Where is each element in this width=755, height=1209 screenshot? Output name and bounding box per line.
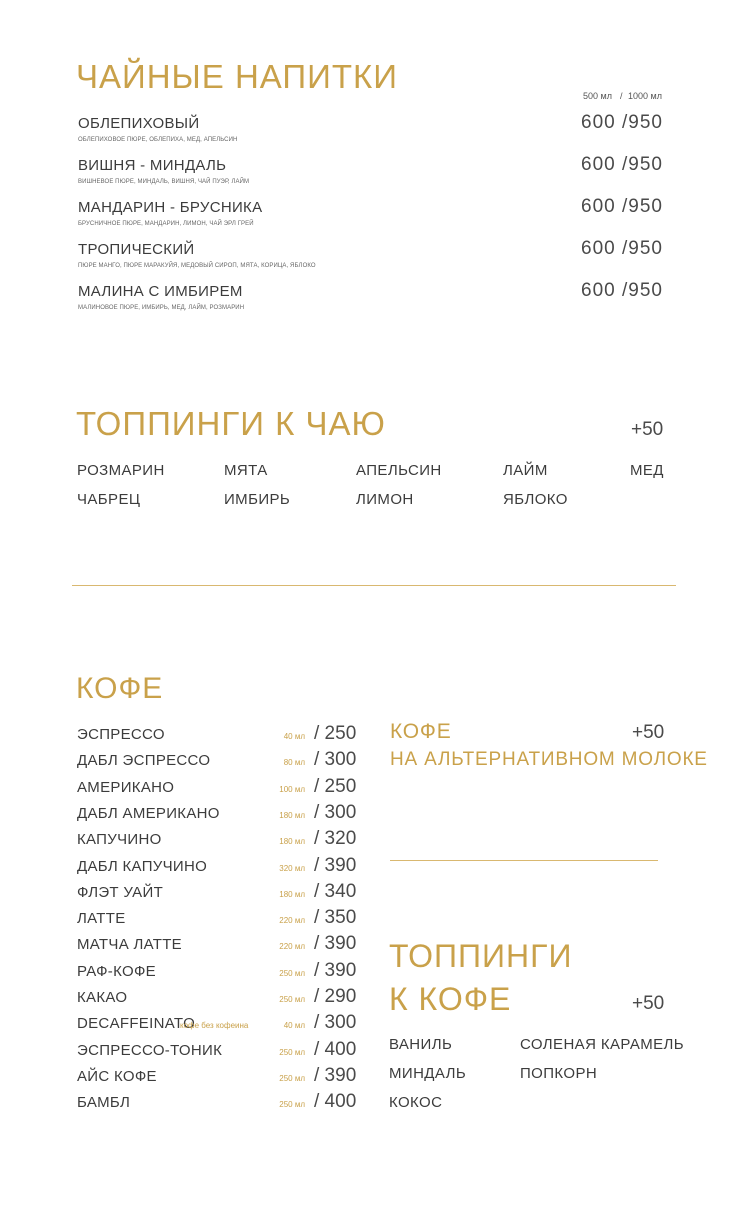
coffee-item-note: кофе без кофеина — [180, 1021, 249, 1031]
coffee-item-price: / 340 — [314, 880, 357, 902]
tea-topping-item: МЕД — [630, 462, 664, 479]
coffee-toppings-title: ТОППИНГИ — [389, 938, 573, 974]
coffee-item-volume: 40 мл — [283, 1021, 305, 1031]
tea-item-price: 600 /950 — [581, 238, 663, 259]
tea-item-name: ОБЛЕПИХОВЫЙ — [78, 115, 200, 132]
tea-item-name: МАНДАРИН - БРУСНИКА — [78, 199, 263, 216]
coffee-item-name: ДАБЛ ЭСПРЕССО — [77, 752, 211, 770]
tea-item-description: ОБЛЕПИХОВОЕ ПЮРЕ, ОБЛЕПИХА, МЕД, АПЕЛЬСИН — [78, 137, 238, 143]
coffee-item-volume: 250 мл — [279, 1100, 305, 1110]
coffee-item-volume: 100 мл — [279, 784, 305, 794]
tea-item-description: ПЮРЕ МАНГО, ПЮРЕ МАРАКУЙЯ, МЕДОВЫЙ СИРОП, МЯТА, КОРИЦА, ЯБЛОКО — [78, 263, 316, 269]
alt-milk-title: КОФЕ — [390, 720, 452, 743]
coffee-topping-item: ПОПКОРН — [520, 1065, 598, 1082]
coffee-item-volume: 250 мл — [279, 968, 305, 978]
coffee-item-price: / 250 — [314, 723, 357, 744]
coffee-item-price: / 300 — [314, 749, 357, 771]
coffee-toppings-price: +50 — [632, 993, 665, 1014]
coffee-item-name: КАКАО — [77, 989, 128, 1006]
volume-separator: / — [620, 91, 623, 101]
coffee-item-price: / 400 — [314, 1038, 357, 1060]
coffee-item-price: / 390 — [314, 854, 357, 876]
coffee-item-name: БАМБЛ — [77, 1094, 131, 1112]
coffee-item-name: РАФ-КОФЕ — [77, 962, 156, 980]
tea-topping-item: ЧАБРЕЦ — [77, 491, 141, 508]
tea-item-price: 600 /950 — [581, 196, 663, 217]
coffee-item-name: КАПУЧИНО — [77, 831, 162, 849]
tea-item-price: 600 /950 — [581, 154, 663, 175]
tea-item-name: МАЛИНА С ИМБИРЕМ — [78, 283, 243, 300]
coffee-item-volume: 40 мл — [283, 732, 305, 741]
tea-topping-item: ЛИМОН — [356, 491, 414, 508]
coffee-item-volume: 220 мл — [279, 942, 305, 952]
coffee-item-price: / 300 — [314, 1012, 357, 1034]
coffee-item-volume: 250 мл — [279, 995, 305, 1004]
tea-topping-item: РОЗМАРИН — [77, 462, 165, 479]
coffee-item-price: / 320 — [314, 828, 357, 850]
tea-toppings-title: ТОППИНГИ К ЧАЮ — [76, 405, 386, 442]
tea-topping-item: АПЕЛЬСИН — [356, 462, 442, 479]
coffee-item-name: DECAFFEINATO — [77, 1015, 196, 1033]
coffee-item-name: ЭСПРЕССО — [77, 726, 165, 743]
coffee-toppings-subtitle: К КОФЕ — [389, 981, 512, 1017]
tea-topping-item: ИМБИРЬ — [224, 491, 291, 508]
tea-topping-item: ЛАЙМ — [503, 462, 548, 479]
coffee-topping-item: СОЛЕНАЯ КАРАМЕЛЬ — [520, 1036, 685, 1053]
coffee-topping-item: ВАНИЛЬ — [389, 1036, 453, 1053]
tea-item-name: ВИШНЯ - МИНДАЛЬ — [78, 157, 227, 174]
alt-milk-price: +50 — [632, 722, 665, 743]
tea-item-description: МАЛИНОВОЕ ПЮРЕ, ИМБИРЬ, МЕД, ЛАЙМ, РОЗМАРИН — [78, 305, 245, 311]
coffee-item-volume: 180 мл — [279, 889, 305, 899]
coffee-item-name: АЙС КОФЕ — [77, 1067, 157, 1085]
tea-item-price: 600 /950 — [581, 112, 663, 133]
coffee-item-price: / 290 — [314, 986, 357, 1007]
coffee-section-title: КОФЕ — [76, 672, 164, 705]
coffee-item-name: ДАБЛ АМЕРИКАНО — [77, 804, 220, 822]
coffee-item-volume: 320 мл — [279, 863, 305, 873]
coffee-item-price: / 400 — [314, 1091, 357, 1113]
tea-section-title: ЧАЙНЫЕ НАПИТКИ — [76, 58, 398, 95]
tea-item-name: ТРОПИЧЕСКИЙ — [78, 241, 195, 258]
coffee-item-name: АМЕРИКАНО — [77, 778, 175, 796]
section-divider — [72, 585, 676, 586]
coffee-item-name: ЛАТТЕ — [77, 910, 126, 928]
coffee-item-price: / 390 — [314, 933, 357, 955]
alt-milk-subtitle: НА АЛЬТЕРНАТИВНОМ МОЛОКЕ — [390, 749, 708, 770]
tea-topping-item: ЯБЛОКО — [503, 491, 568, 508]
coffee-item-volume: 250 мл — [279, 1073, 305, 1083]
tea-item-price: 600 /950 — [581, 280, 663, 301]
coffee-item-price: / 250 — [314, 775, 357, 797]
coffee-item-name: ЭСПРЕССО-ТОНИК — [77, 1041, 223, 1059]
coffee-topping-item: МИНДАЛЬ — [389, 1065, 467, 1082]
tea-item-description: БРУСНИЧНОЕ ПЮРЕ, МАНДАРИН, ЛИМОН, ЧАЙ ЭРЛ ГРЕЙ — [78, 221, 254, 227]
coffee-item-price: / 390 — [314, 959, 357, 981]
coffee-item-price: / 390 — [314, 1064, 357, 1086]
coffee-item-volume: 220 мл — [279, 916, 305, 926]
coffee-item-name: ФЛЭТ УАЙТ — [77, 883, 164, 901]
coffee-item-volume: 180 мл — [279, 837, 305, 847]
tea-item-description: ВИШНЕВОЕ ПЮРЕ, МИНДАЛЬ, ВИШНЯ, ЧАЙ ПУЭР, ЛАЙМ — [78, 179, 250, 185]
coffee-topping-item: КОКОС — [389, 1094, 443, 1111]
coffee-item-volume: 80 мл — [283, 758, 305, 768]
volume-1000-label: 1000 мл — [628, 91, 662, 101]
coffee-item-price: / 350 — [314, 907, 357, 929]
coffee-item-name: ДАБЛ КАПУЧИНО — [77, 857, 208, 875]
tea-toppings-price: +50 — [631, 419, 664, 440]
tea-topping-item: МЯТА — [224, 462, 268, 479]
coffee-item-volume: 250 мл — [279, 1047, 305, 1057]
coffee-item-volume: 180 мл — [279, 810, 305, 820]
coffee-item-price: / 300 — [314, 801, 357, 823]
coffee-item-name: МАТЧА ЛАТТЕ — [77, 936, 182, 954]
coffee-divider — [390, 860, 658, 861]
volume-500-label: 500 мл — [583, 91, 612, 101]
